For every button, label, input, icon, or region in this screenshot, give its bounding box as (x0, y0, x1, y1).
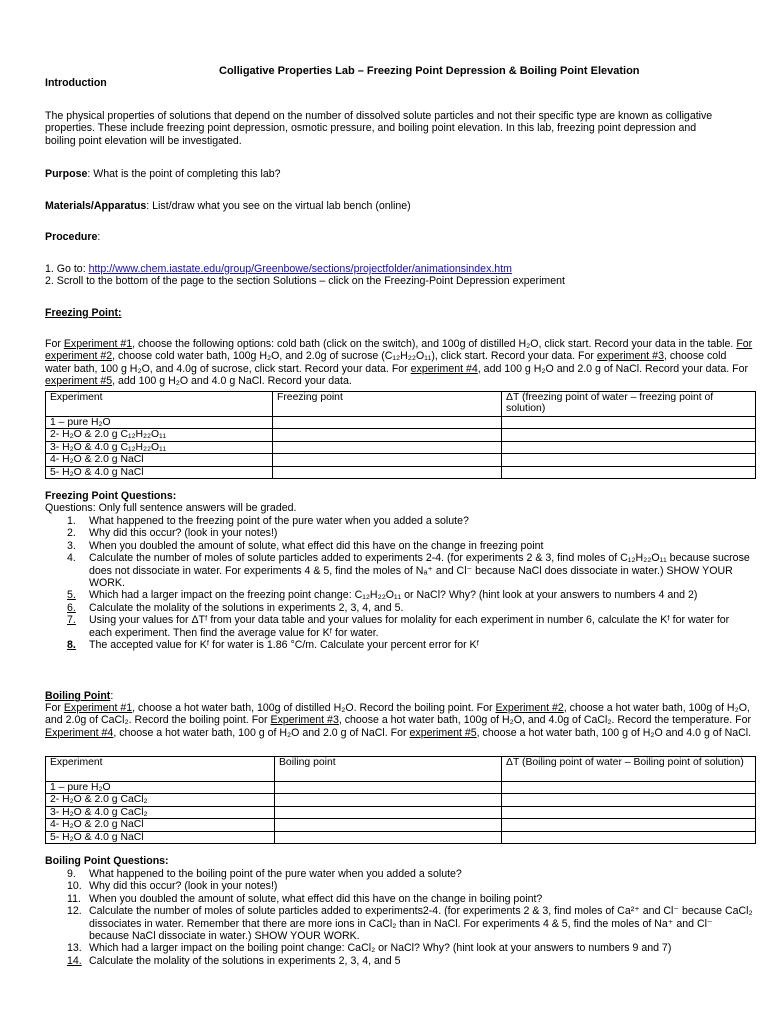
bp-text-4: , choose a hot water bath, 100g of H₂O, and 4.0g of CaCl₂. Record the temperature. For (338, 714, 752, 727)
bp-text-3: , choose a hot water bath, 100g of H₂O, and 2.0g of CaCl₂. Record the boiling point. For (45, 702, 750, 727)
fp-exp5: experiment #5 (45, 375, 113, 388)
procedure-line (45, 231, 100, 243)
bp-text-2: , choose a hot water bath, 100g of distilled H₂O. Record the boiling point. For (132, 702, 496, 714)
question-text: Using your values for ΔTᶠ from your data table and your values for molality for each experiment in number 6, calculate the Kᶠ for water for each experiment. Then find the average value for Kᶠ for water. (89, 614, 730, 639)
question-number: 8. (67, 639, 76, 652)
procedure-colon: : (97, 231, 101, 243)
list-item (45, 905, 755, 942)
question-number: 4. (67, 552, 76, 565)
cell (273, 417, 502, 429)
table-row (46, 454, 756, 466)
materials-label: Materials/Apparatus (45, 200, 147, 212)
freezing-questions-intro: Questions: Only full sentence answers will be graded. (45, 502, 297, 514)
cell (275, 831, 502, 843)
bp-exp4: Experiment #4 (45, 726, 114, 739)
question-text: When you doubled the amount of solute, what effect did this have on the change in boiling point? (89, 892, 543, 905)
cell (502, 782, 756, 794)
question-text: Which had a larger impact on the boiling point change: CaCl₂ or NaCl? Why? (hint look at your answers to numbers 9 and 7) (89, 942, 672, 955)
cell (502, 819, 756, 831)
bp-text-1: For (45, 702, 64, 714)
cell (502, 441, 756, 453)
row-label: 2- H₂O & 2.0 g CaCl₂ (46, 794, 275, 806)
list-item (45, 540, 755, 552)
question-text: The accepted value for Kᶠ for water is 1.86 °C/m. Calculate your percent error for Kᶠ (89, 639, 480, 652)
question-number: 1. (67, 515, 76, 527)
question-text: Why did this occur? (look in your notes!) (89, 880, 278, 893)
cell (502, 417, 756, 429)
question-text: Which had a larger impact on the freezing point change: C₁₂H₂₂O₁₁ or NaCl? Why? (hint look at your answers to numbers 4 and 2) (89, 589, 698, 602)
freezing-table-header (46, 392, 756, 417)
row-label: 3- H₂O & 4.0 g C₁₂H₂₂O₁₁ (46, 441, 273, 453)
table-row (46, 794, 756, 806)
purpose-label: Purpose (45, 168, 88, 180)
question-text: Calculate the molality of the solutions in experiments 2, 3, 4, and 5. (89, 601, 404, 614)
step1-prefix: 1. Go to: (45, 263, 89, 275)
boiling-header-point: Boiling point (275, 757, 502, 782)
question-number: 14. (67, 954, 82, 967)
question-number: 12. (67, 905, 82, 918)
boiling-questions-heading: Boiling Point Questions: (45, 855, 169, 867)
freezing-instructions (45, 338, 753, 388)
cell (502, 454, 756, 466)
freezing-header-delta: ΔT (freezing point of water – freezing point of solution) (502, 392, 756, 417)
freezing-header-point: Freezing point (273, 392, 502, 417)
cell (275, 819, 502, 831)
row-label: 4- H₂O & 2.0 g NaCl (46, 819, 275, 831)
fp-text-5: , add 100 g H₂O and 2.0 g of NaCl. Record your data. For (477, 362, 749, 375)
question-number: 3. (67, 539, 76, 552)
list-item (45, 602, 755, 614)
cell (502, 429, 756, 441)
fp-exp1: Experiment #1 (63, 338, 133, 350)
list-item (45, 589, 755, 601)
cell (273, 454, 502, 466)
purpose-text: : What is the point of completing this lab? (87, 168, 281, 180)
fp-exp4: experiment #4 (410, 362, 478, 375)
table-row (46, 441, 756, 453)
question-number: 2. (67, 527, 76, 540)
procedure-step-1 (45, 263, 512, 275)
cell (273, 441, 502, 453)
fp-exp3: experiment #3 (596, 350, 664, 363)
animations-link[interactable]: http://www.chem.iastate.edu/group/Greenbowe/sections/projectfolder/animationsindex.htm (88, 263, 512, 275)
list-item (45, 893, 755, 905)
boiling-heading: Boiling Point (45, 690, 111, 702)
question-text: Why did this occur? (look in your notes!) (89, 527, 278, 540)
question-text: When you doubled the amount of solute, what effect did this have on the change in freezing point (89, 539, 544, 552)
table-row (46, 466, 756, 478)
materials-line (45, 200, 411, 212)
table-row (46, 831, 756, 843)
fp-exp2: For experiment #2 (45, 338, 753, 363)
cell (502, 831, 756, 843)
procedure-step-2: 2. Scroll to the bottom of the page to the section Solutions – click on the Freezing-Point Depression experiment (45, 275, 565, 287)
cell (502, 806, 756, 818)
fp-text-3: , choose cold water bath, 100g H₂O, and 2.0g of sucrose (C₁₂H₂₂O₁₁), click start. Record your data. For (112, 350, 597, 363)
boiling-questions-list (45, 868, 755, 967)
boiling-table-header (46, 757, 756, 782)
question-number: 13. (67, 942, 82, 955)
list-item (45, 639, 755, 651)
row-label: 1 – pure H₂O (46, 782, 275, 794)
bp-exp3: Experiment #3 (270, 714, 339, 727)
list-item (45, 527, 755, 539)
question-text: Calculate the number of moles of solute particles added to experiments 2-4. (for experiments 2 & 3, find moles of C₁₂H₂₂O₁₁ because sucrose does not dissociate in water. For experiments 4 & 5, find the moles of Nₐ⁺ and Cl⁻ because NaCl does dissociate in water.) SHOW YOUR WORK. (89, 552, 750, 590)
materials-text: : List/draw what you see on the virtual lab bench (online) (146, 200, 411, 212)
bp-text-5: , choose a hot water bath, 100 g of H₂O and 2.0 g of NaCl. For (113, 726, 410, 739)
boiling-header-experiment: Experiment (46, 757, 275, 782)
list-item (45, 868, 755, 880)
fp-text-4: , choose cold water bath, 100 g H₂O, and 4.0g of sucrose, click start. Record your data. For (45, 350, 727, 375)
fp-text-1: For (45, 338, 64, 350)
boiling-instructions (45, 702, 753, 739)
row-label: 4- H₂O & 2.0 g NaCl (46, 454, 273, 466)
freezing-questions-heading: Freezing Point Questions: (45, 490, 177, 502)
question-text: What happened to the freezing point of the pure water when you added a solute? (89, 515, 469, 527)
question-text: Calculate the number of moles of solute particles added to experiments2-4. (for experiments 2 & 3, find moles of Ca²⁺ and Cl⁻ because CaCl₂ dissociates in water. Remember that there are more ions in CaCl₂ than in NaCl. For experiments 4 & 5, find the moles of Na⁺ and Cl⁻ because NaCl dissociate in water.) SHOW YOUR WORK. (89, 905, 753, 943)
list-item (45, 515, 755, 527)
question-number: 5. (67, 589, 76, 602)
table-row (46, 429, 756, 441)
row-label: 5- H₂O & 4.0 g NaCl (46, 831, 275, 843)
procedure-label: Procedure (45, 231, 98, 243)
document-title: Colligative Properties Lab – Freezing Point Depression & Boiling Point Elevation (219, 65, 640, 77)
bp-text-6: , choose a hot water bath, 100 g of H₂O and 4.0 g of NaCl. (476, 726, 752, 739)
cell (275, 794, 502, 806)
table-row (46, 806, 756, 818)
question-number: 6. (67, 601, 76, 614)
table-row (46, 417, 756, 429)
list-item (45, 942, 755, 954)
question-text: Calculate the molality of the solutions in experiments 2, 3, 4, and 5 (89, 954, 401, 967)
boiling-heading-colon: : (110, 690, 114, 702)
intro-heading: Introduction (45, 77, 107, 89)
list-item (45, 552, 755, 589)
cell (502, 466, 756, 478)
cell (275, 782, 502, 794)
boiling-heading-line (45, 690, 113, 702)
cell (502, 794, 756, 806)
question-number: 7. (67, 614, 76, 627)
row-label: 1 – pure H₂O (46, 417, 273, 429)
cell (273, 466, 502, 478)
list-item (45, 955, 755, 967)
cell (275, 806, 502, 818)
row-label: 2- H₂O & 2.0 g C₁₂H₂₂O₁₁ (46, 429, 273, 441)
row-label: 3- H₂O & 4.0 g CaCl₂ (46, 806, 275, 818)
list-item (45, 614, 755, 639)
boiling-header-delta: ΔT (Boiling point of water – Boiling point of solution) (502, 757, 756, 782)
freezing-heading: Freezing Point: (45, 307, 122, 319)
question-number: 11. (67, 892, 81, 905)
fp-text-6: , add 100 g H₂O and 4.0 g NaCl. Record your data. (112, 375, 352, 388)
list-item (45, 880, 755, 892)
cell (273, 429, 502, 441)
intro-paragraph: The physical properties of solutions that depend on the number of dissolved solute particles and not their specific type are known as colligative properties. These include freezing point depression, osmotic pressure, and boiling point elevation. In this lab, freezing point depression and boiling point elevation will be investigated. (45, 110, 713, 147)
freezing-questions-list (45, 515, 755, 651)
purpose-line (45, 168, 281, 180)
table-row (46, 782, 756, 794)
bp-exp1: Experiment #1 (63, 702, 133, 714)
question-number: 9. (67, 868, 76, 880)
freezing-table (45, 391, 756, 479)
question-text: What happened to the boiling point of the pure water when you added a solute? (89, 868, 462, 880)
boiling-table (45, 756, 756, 844)
bp-exp2: Experiment #2 (495, 702, 564, 714)
freezing-header-experiment: Experiment (46, 392, 273, 417)
bp-exp5: experiment #5 (409, 726, 477, 739)
fp-text-2: , choose the following options: cold bath (click on the switch), and 100g of distilled H₂O, click start. Record your data in the table. (132, 338, 737, 350)
question-number: 10. (67, 880, 82, 893)
table-row (46, 819, 756, 831)
row-label: 5- H₂O & 4.0 g NaCl (46, 466, 273, 478)
